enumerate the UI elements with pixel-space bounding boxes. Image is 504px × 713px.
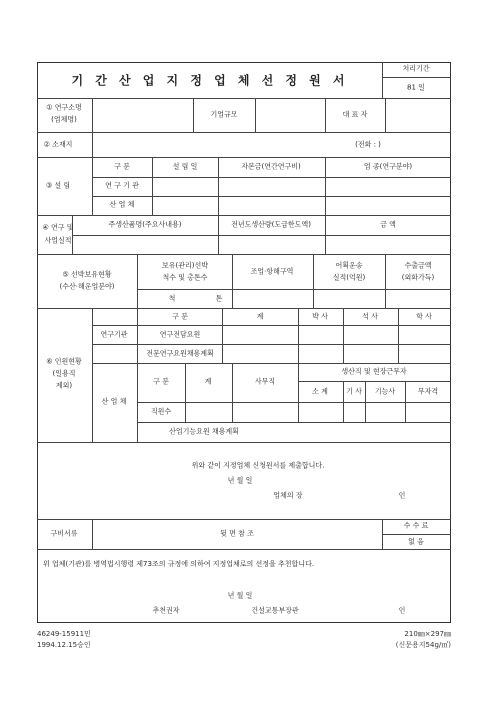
- division-header: 구 분: [114, 162, 130, 171]
- recommender-label: 추천권자: [152, 606, 180, 615]
- paper-size: 210㎜×297㎜: [404, 630, 451, 638]
- fee-value: 없 음: [408, 537, 424, 546]
- research-institute-label: 연구기관: [100, 330, 128, 339]
- fee-label: 수 수 료: [403, 521, 429, 530]
- establishment-label: ③ 설 립: [45, 181, 71, 190]
- export-amount-header-1: 수출금액: [404, 261, 432, 270]
- minister-seal: 인: [398, 606, 406, 615]
- catch-transport-header-2: 실적(억원): [332, 273, 366, 282]
- see-back-note: 뒷 면 참 조: [220, 529, 254, 538]
- technician-header: 기능사: [374, 387, 396, 396]
- representative-label: 대 표 자: [342, 110, 368, 119]
- staff-division-header: 구 분: [172, 312, 188, 321]
- company-name-label: (업체명): [51, 115, 77, 124]
- vessels-held-header-2: 척수 및 총톤수: [162, 273, 208, 282]
- business-type-header: 업 종(연구분야): [363, 162, 413, 171]
- paper-type: (신문용지54g/㎡): [395, 641, 451, 649]
- recommendation-date: 년 월 일: [227, 591, 253, 600]
- processing-period-label: 처리기간: [402, 64, 430, 73]
- employee-count-row: 직원수: [150, 407, 172, 416]
- subtotal-header: 소 계: [312, 387, 328, 396]
- form-code: 46249-15911민: [37, 630, 91, 638]
- industrial-personnel-plan-row: 산업기능요원 채용계획: [169, 427, 239, 436]
- location-label: ② 소재지: [43, 140, 73, 149]
- bachelors-header: 학 사: [416, 312, 432, 321]
- masters-header: 석 사: [362, 312, 378, 321]
- required-documents-label: 구비서류: [50, 529, 78, 538]
- dedicated-researchers-row: 연구전담요원: [159, 330, 201, 339]
- industry-division-header: 구 분: [153, 377, 169, 386]
- performance-label-2: 사업실적: [44, 236, 72, 245]
- application-form: [37, 62, 451, 623]
- established-date-header: 설 립 일: [172, 162, 198, 171]
- form-title: 기 간 산 업 지 정 업 체 선 정 원 서: [71, 73, 349, 88]
- industry-total-header: 계: [204, 377, 212, 386]
- approval-date: 1994.12.15승인: [37, 641, 91, 649]
- catch-transport-header-1: 어획운송: [335, 261, 363, 270]
- production-staff-header: 생산직 및 현장근무자: [341, 367, 407, 376]
- tons-unit: 톤: [215, 294, 223, 303]
- staff-total-header: 계: [256, 312, 264, 321]
- main-product-header: 주생산품명(주요사내용): [108, 220, 182, 229]
- office-staff-header: 사무직: [254, 377, 276, 386]
- company-head-label: 업체의 장: [273, 491, 303, 500]
- company-head-seal: 인: [398, 491, 406, 500]
- staffing-label-3: 제외): [55, 381, 73, 390]
- ships-unit: 척: [168, 294, 176, 303]
- minister-label: 건설교통부장관: [251, 606, 299, 615]
- amount-header: 금 액: [380, 220, 396, 229]
- export-amount-header-2: (외화가득): [401, 273, 435, 282]
- phd-header: 박 사: [312, 312, 328, 321]
- operating-area-header: 조업·항해구역: [250, 267, 294, 276]
- lab-name-label: ① 연구소명: [46, 103, 82, 112]
- declaration-date: 년 월 일: [227, 476, 253, 485]
- industry-label: 산 업 체: [101, 397, 127, 406]
- researcher-hiring-plan-row: 전문연구요원채용계획: [146, 349, 214, 358]
- unlicensed-header: 무자격: [417, 387, 439, 396]
- staffing-label-1: ⑥ 인원현황: [46, 357, 82, 366]
- recommendation-text: 위 업체(기관)를 병역법시행령 제73조의 규정에 의하여 지정업체로의 선정을 추천합니다.: [43, 560, 315, 568]
- performance-label-1: ④ 연구 및: [42, 223, 74, 232]
- company-scale-label: 기업규모: [210, 110, 238, 119]
- staffing-label-2: (일용직: [52, 369, 76, 378]
- declaration-text: 위와 같이 지정업체 신청원서를 제출합니다.: [191, 461, 325, 470]
- industry-row: 산 업 체: [109, 200, 135, 209]
- phone-label: (전화 : ): [355, 140, 381, 149]
- vessels-held-header-1: 보유(관리)선박: [161, 261, 209, 270]
- engineer-header: 기 사: [346, 387, 362, 396]
- vessel-status-label-2: (수산·해운업분야): [59, 282, 115, 291]
- research-institute-row: 연 구 기 관: [105, 181, 139, 190]
- vessel-status-label-1: ⑤ 선박보유현황: [62, 270, 112, 279]
- processing-period-value: 81 일: [407, 83, 425, 92]
- capital-header: 자본금(연간연구비): [241, 162, 301, 171]
- production-volume-header: 전년도생산량(도급한도액): [231, 220, 311, 229]
